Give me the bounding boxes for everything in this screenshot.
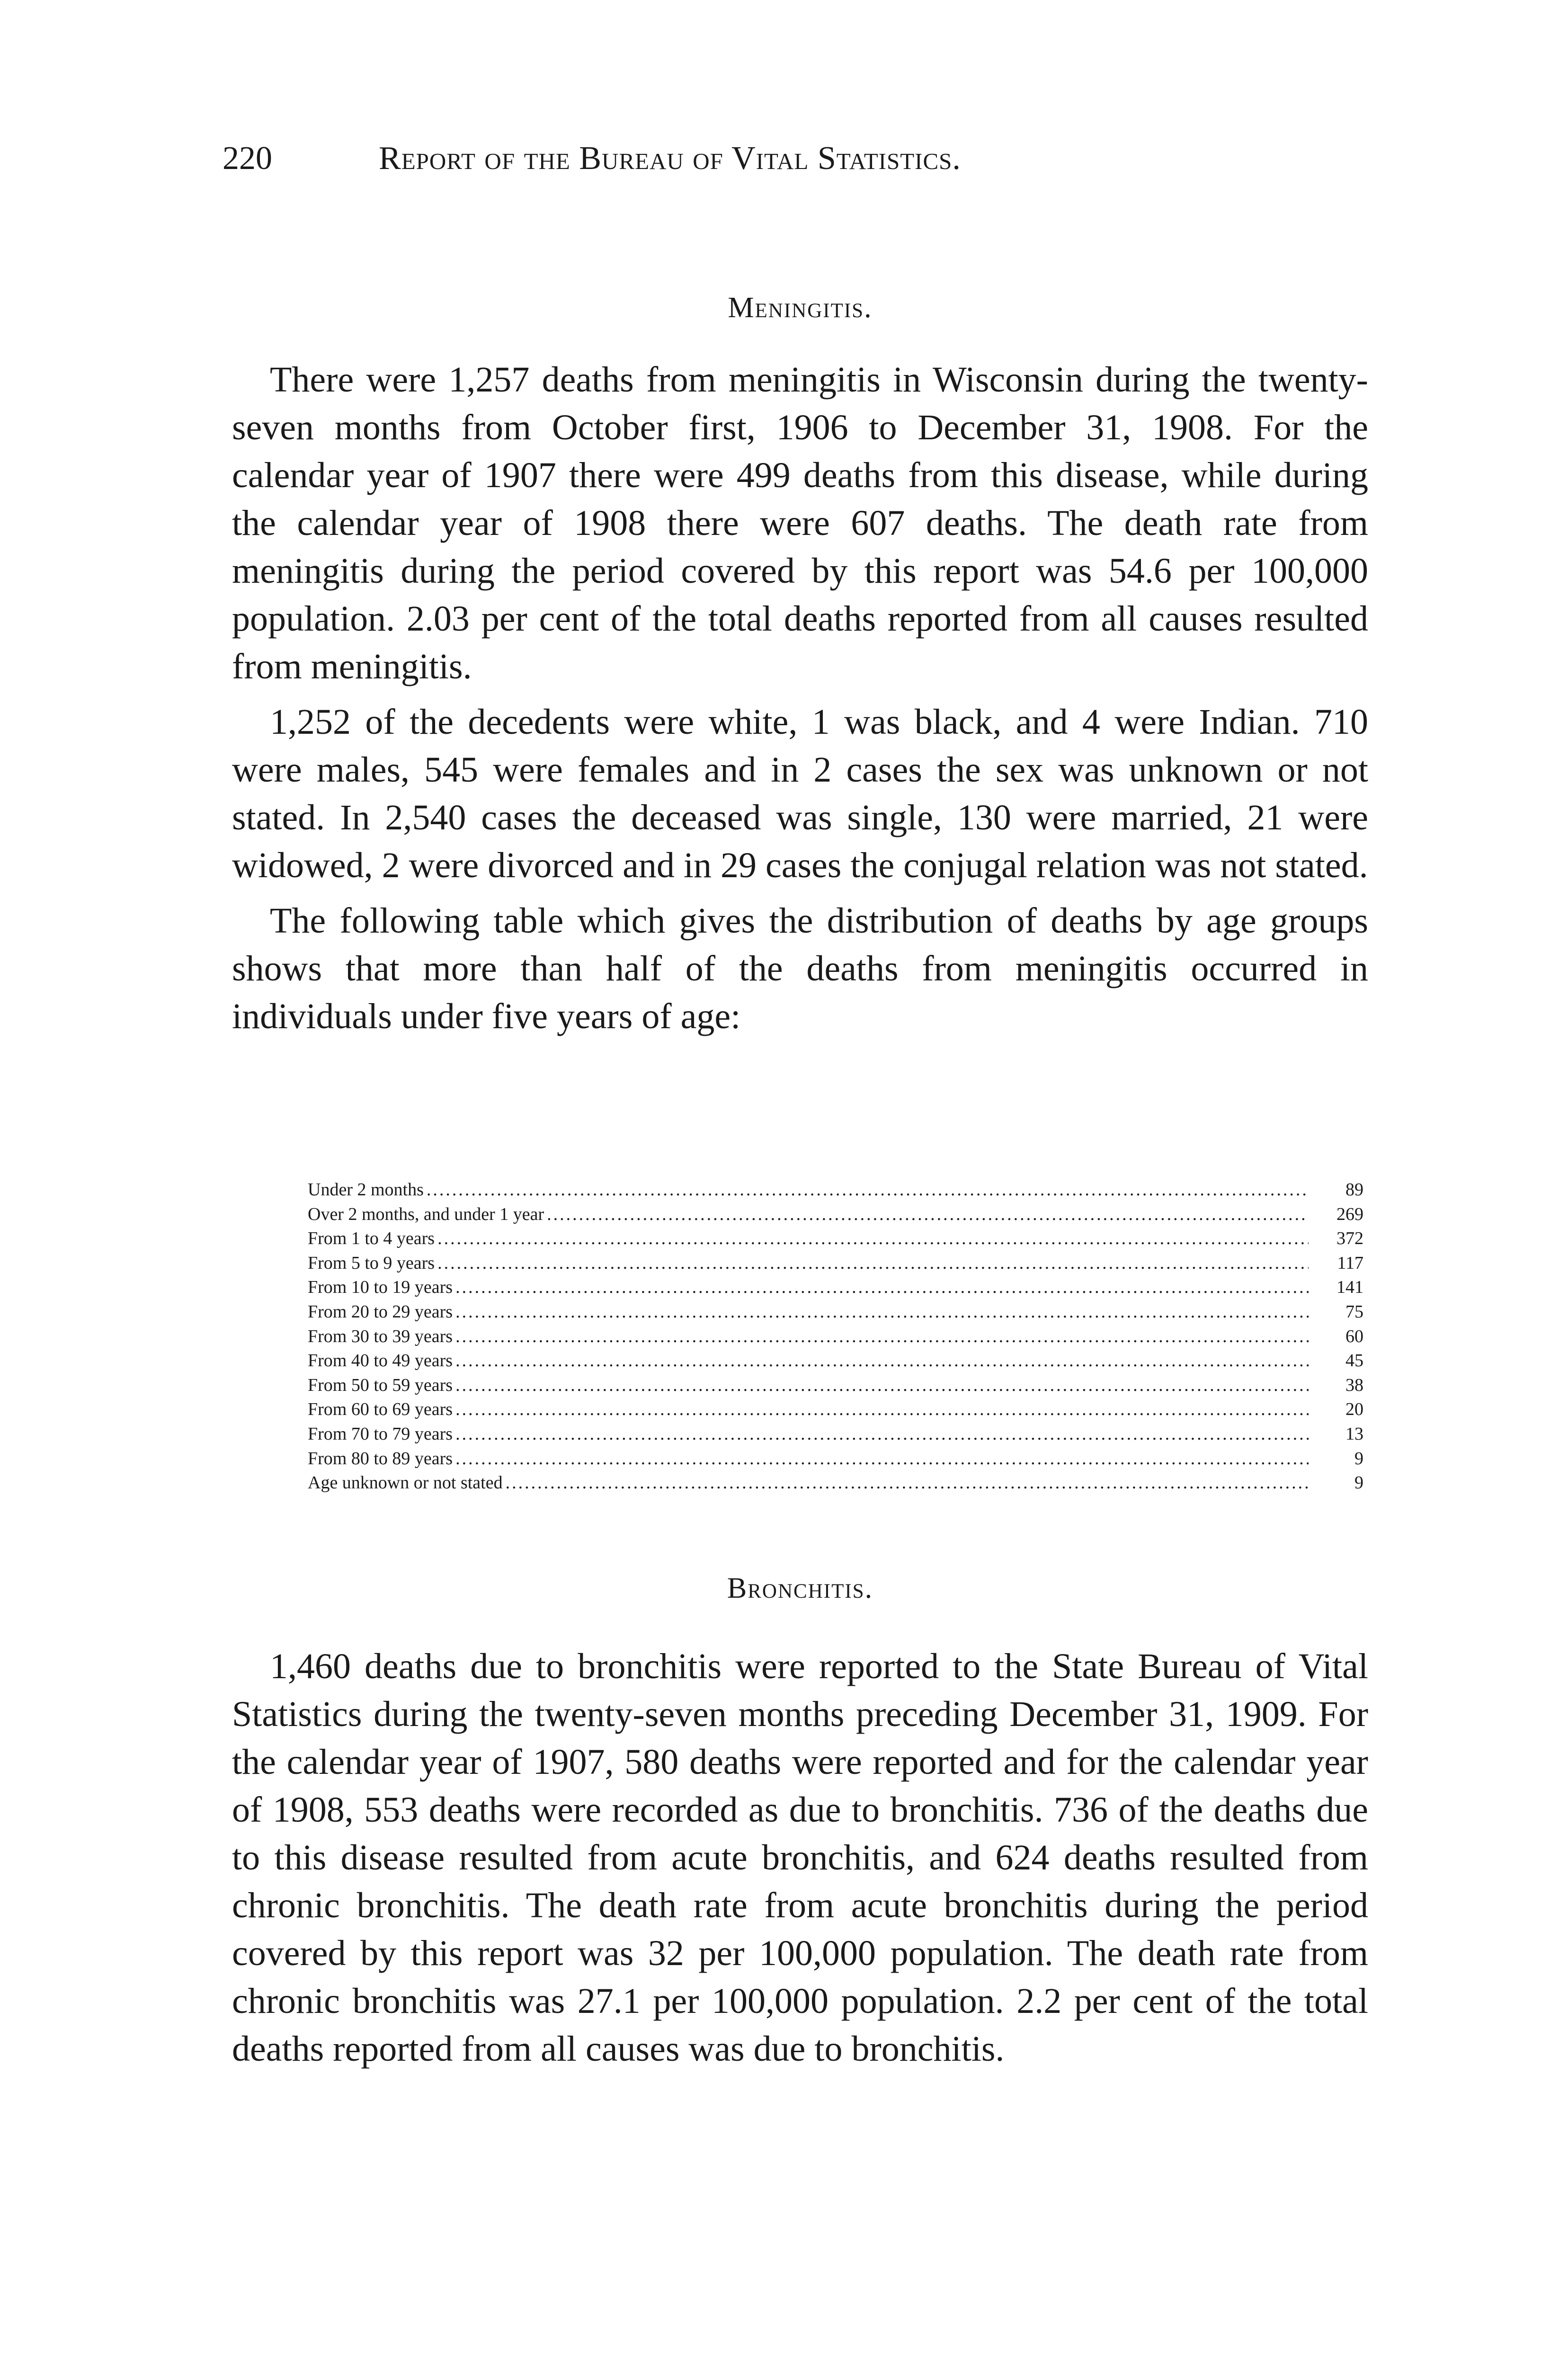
- dot-leader: [437, 1227, 1309, 1251]
- death-count: 45: [1345, 1351, 1363, 1371]
- death-count: 269: [1336, 1204, 1363, 1224]
- age-group-label: From 1 to 4 years: [308, 1228, 435, 1249]
- age-group-label: From 20 to 29 years: [308, 1301, 453, 1322]
- death-count: 372: [1336, 1228, 1363, 1249]
- table-row: [308, 1251, 1363, 1276]
- running-header: [223, 137, 1240, 180]
- death-count: 38: [1345, 1375, 1363, 1395]
- age-group-label: From 60 to 69 years: [308, 1399, 453, 1420]
- dot-leader: [455, 1397, 1309, 1422]
- dot-leader: [455, 1275, 1309, 1300]
- age-group-label: From 70 to 79 years: [308, 1424, 453, 1444]
- dot-leader: [455, 1422, 1309, 1447]
- dot-leader: [506, 1471, 1309, 1495]
- meningitis-paragraph-1: There were 1,257 deaths from meningitis in Wisconsin during the twenty-seven months from October first, 1906 to December 31, 1908. For the calendar year of 1907 there were 499 deaths from this disease, while during the calendar year of 1908 there were 607 deaths. The death rate from meningitis during the period covered by this report was 54.6 per 100,000 population. 2.03 per cent of the total deaths reported from all causes resulted from meningitis.: [232, 360, 1368, 686]
- table-row: [308, 1300, 1363, 1325]
- bronchitis-paragraph-1: 1,460 deaths due to bronchitis were reported to the State Bureau of Vital Statistics during the twenty-seven months preceding December 31, 1909. For the calendar year of 1907, 580 deaths were reported and for the calendar year of 1908, 553 deaths were recorded as due to bronchitis. 736 of the deaths due to this disease resulted from acute bronchitis, and 624 deaths resulted from chronic bronchitis. The death rate from acute bronchitis during the period covered by this report was 32 per 100,000 population. The death rate from chronic bronchitis was 27.1 per 100,000 population. 2.2 per cent of the total deaths reported from all causes was due to bronchitis.: [232, 1646, 1368, 2069]
- death-count: 60: [1345, 1326, 1363, 1346]
- death-count: 89: [1345, 1180, 1363, 1200]
- dot-leader: [455, 1300, 1309, 1325]
- table-row: [308, 1202, 1363, 1227]
- age-distribution-table: [308, 1178, 1363, 1495]
- running-title: Report of the Bureau of Vital Statistics.: [379, 140, 961, 177]
- age-group-label: From 80 to 89 years: [308, 1448, 453, 1468]
- dot-leader: [547, 1202, 1309, 1227]
- table-row: [308, 1422, 1363, 1447]
- death-count: 9: [1354, 1473, 1363, 1493]
- age-group-label: From 10 to 19 years: [308, 1277, 453, 1298]
- age-group-label: From 30 to 39 years: [308, 1326, 453, 1346]
- death-count: 20: [1345, 1399, 1363, 1420]
- table-row: [308, 1397, 1363, 1422]
- bronchitis-title: Bronchitis.: [727, 1572, 873, 1604]
- death-count: 141: [1336, 1277, 1363, 1298]
- death-count: 117: [1337, 1253, 1363, 1273]
- table-row: [308, 1447, 1363, 1471]
- dot-leader: [455, 1373, 1309, 1398]
- table-row: [308, 1471, 1363, 1495]
- dot-leader: [427, 1178, 1309, 1202]
- death-count: 13: [1345, 1424, 1363, 1444]
- page-number: 220: [223, 140, 272, 177]
- table-row: [308, 1325, 1363, 1349]
- age-group-label: Age unknown or not stated: [308, 1473, 503, 1493]
- dot-leader: [455, 1349, 1309, 1373]
- meningitis-paragraph-2: 1,252 of the decedents were white, 1 was black, and 4 were Indian. 710 were males, 545 were females and in 2 cases the sex was unknown or not stated. In 2,540 cases the deceased was single, 130 were married, 21 were widowed, 2 were divorced and in 29 cases the conjugal relation was not stated.: [232, 702, 1368, 885]
- age-group-label: From 50 to 59 years: [308, 1375, 453, 1395]
- death-count: 75: [1345, 1301, 1363, 1322]
- meningitis-paragraph-3: The following table which gives the distribution of deaths by age groups shows that more than half of the deaths from meningitis occurred in individuals under five years of age:: [232, 901, 1368, 1036]
- meningitis-title: Meningitis.: [728, 292, 873, 324]
- age-group-label: From 5 to 9 years: [308, 1253, 435, 1273]
- table-row: [308, 1227, 1363, 1251]
- dot-leader: [455, 1325, 1309, 1349]
- table-row: [308, 1373, 1363, 1398]
- age-group-label: Under 2 months: [308, 1180, 424, 1200]
- dot-leader: [437, 1251, 1309, 1276]
- age-group-label: From 40 to 49 years: [308, 1351, 453, 1371]
- table-row: [308, 1349, 1363, 1373]
- meningitis-text: [232, 356, 1368, 1048]
- age-group-label: Over 2 months, and under 1 year: [308, 1204, 544, 1224]
- table-row: [308, 1275, 1363, 1300]
- table-row: [308, 1178, 1363, 1202]
- death-count: 9: [1354, 1448, 1363, 1468]
- bronchitis-text: [232, 1643, 1368, 2081]
- dot-leader: [455, 1447, 1309, 1471]
